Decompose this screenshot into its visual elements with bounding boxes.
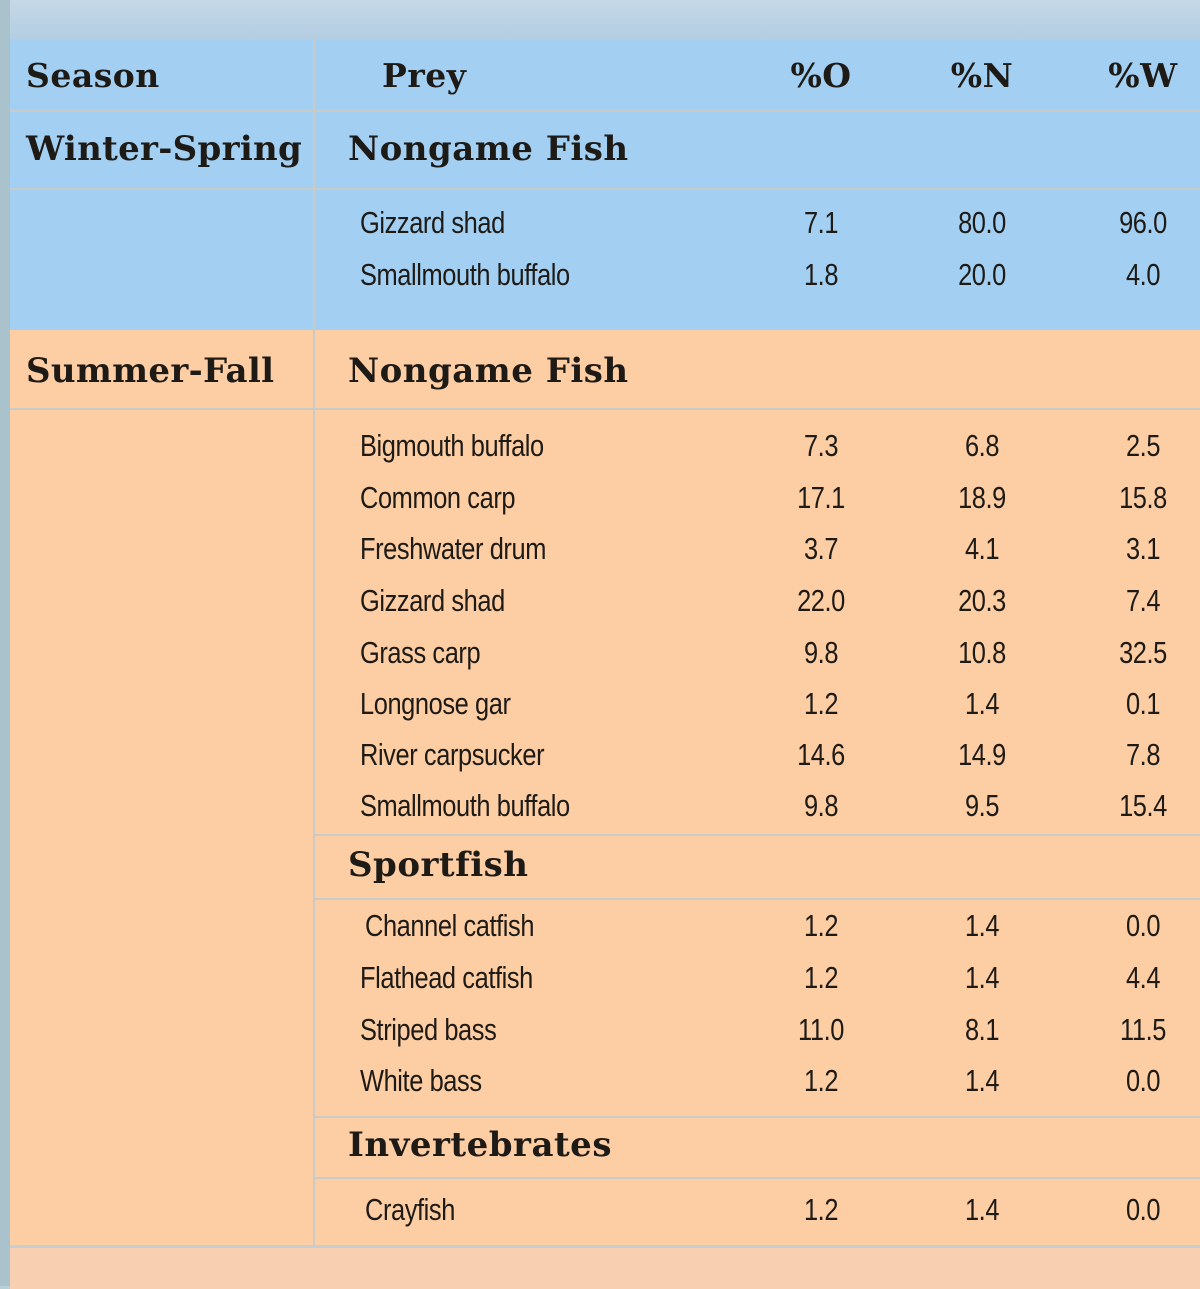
pct-weight: 4.0 — [1125, 257, 1161, 292]
season-label-summer-fall: Summer-Fall — [26, 351, 275, 391]
prey-name: Gizzard shad — [360, 583, 505, 618]
pct-number: 14.9 — [958, 737, 1006, 772]
prey-name: White bass — [360, 1063, 482, 1098]
prey-name: Crayfish — [365, 1192, 455, 1227]
pct-occurrence: 3.7 — [803, 531, 839, 566]
pct-number: 1.4 — [964, 908, 1000, 943]
group-label: Sportfish — [348, 845, 529, 885]
group-divider — [314, 834, 1200, 836]
table-row — [10, 531, 1200, 571]
pct-occurrence: 7.1 — [803, 205, 839, 240]
pct-weight: 7.8 — [1125, 737, 1161, 772]
pct-occurrence: 11.0 — [798, 1012, 844, 1047]
pct-weight: 7.4 — [1125, 583, 1161, 618]
column-divider — [313, 40, 315, 1245]
pct-number: 80.0 — [958, 205, 1006, 240]
table-row — [10, 1012, 1200, 1052]
summer-season-divider — [10, 408, 1200, 410]
table-row — [10, 908, 1200, 948]
prey-name: Channel catfish — [365, 908, 535, 943]
prey-table — [10, 40, 1200, 1245]
prey-name: Common carp — [360, 480, 516, 515]
table-row — [10, 1192, 1200, 1232]
pct-number: 4.1 — [964, 531, 1000, 566]
pct-number: 1.4 — [964, 686, 1000, 721]
pct-number: 1.4 — [964, 1192, 1000, 1227]
pct-occurrence: 1.8 — [803, 257, 839, 292]
table-row — [10, 480, 1200, 520]
pct-number: 8.1 — [964, 1012, 1000, 1047]
pct-occurrence: 1.2 — [803, 686, 839, 721]
header-season: Season — [26, 56, 160, 95]
header-pct-occurrence: %O — [790, 56, 852, 95]
group-label: Nongame Fish — [348, 129, 629, 169]
pct-number: 6.8 — [964, 428, 1000, 463]
prey-name: Gizzard shad — [360, 205, 505, 240]
pct-weight: 32.5 — [1119, 635, 1167, 670]
pct-weight: 0.0 — [1125, 1063, 1161, 1098]
table-row — [10, 428, 1200, 468]
pct-number: 1.4 — [964, 1063, 1000, 1098]
top-strip — [0, 0, 1200, 40]
pct-number: 1.4 — [964, 960, 1000, 995]
group-divider — [314, 1116, 1200, 1118]
header-pct-number: %N — [950, 56, 1014, 95]
pct-occurrence: 1.2 — [803, 960, 839, 995]
season-label-winter-spring: Winter-Spring — [26, 129, 303, 169]
group-label: Invertebrates — [348, 1125, 612, 1165]
winter-season-divider — [10, 188, 1200, 190]
pct-occurrence: 9.8 — [803, 635, 839, 670]
table-row — [10, 960, 1200, 1000]
pct-weight: 96.0 — [1119, 205, 1167, 240]
table-row — [10, 635, 1200, 675]
pct-occurrence: 22.0 — [797, 583, 845, 618]
group-label: Nongame Fish — [348, 351, 629, 391]
header-prey: Prey — [382, 56, 467, 95]
table-row — [10, 583, 1200, 623]
table-row — [10, 788, 1200, 828]
pct-occurrence: 7.3 — [803, 428, 839, 463]
pct-occurrence: 17.1 — [797, 480, 845, 515]
pct-number: 20.0 — [958, 257, 1006, 292]
pct-weight: 11.5 — [1120, 1012, 1166, 1047]
prey-name: Smallmouth buffalo — [360, 788, 570, 823]
pct-occurrence: 9.8 — [803, 788, 839, 823]
left-edge-strip — [0, 0, 10, 1286]
pct-weight: 0.0 — [1125, 908, 1161, 943]
prey-name: Grass carp — [360, 635, 481, 670]
table-row — [10, 737, 1200, 777]
pct-weight: 2.5 — [1125, 428, 1161, 463]
prey-name: Longnose gar — [360, 686, 511, 721]
pct-weight: 0.1 — [1125, 686, 1161, 721]
pct-occurrence: 1.2 — [803, 908, 839, 943]
pct-weight: 15.4 — [1119, 788, 1167, 823]
pct-number: 18.9 — [958, 480, 1006, 515]
pct-number: 9.5 — [964, 788, 1000, 823]
pct-weight: 15.8 — [1119, 480, 1167, 515]
table-row — [10, 1063, 1200, 1103]
table-row — [10, 257, 1200, 297]
header-row — [10, 40, 1200, 110]
pct-number: 20.3 — [958, 583, 1006, 618]
prey-name: Flathead catfish — [360, 960, 533, 995]
table-row — [10, 686, 1200, 726]
prey-name: Freshwater drum — [360, 531, 546, 566]
prey-name: River carpsucker — [360, 737, 545, 772]
prey-name: Striped bass — [360, 1012, 497, 1047]
bottom-strip — [10, 1245, 1200, 1289]
group-divider — [314, 1177, 1200, 1179]
pct-weight: 4.4 — [1125, 960, 1161, 995]
pct-occurrence: 1.2 — [803, 1063, 839, 1098]
prey-name: Smallmouth buffalo — [360, 257, 570, 292]
pct-occurrence: 1.2 — [803, 1192, 839, 1227]
table-row — [10, 205, 1200, 245]
header-pct-weight: %W — [1108, 56, 1178, 95]
pct-weight: 0.0 — [1125, 1192, 1161, 1227]
pct-occurrence: 14.6 — [797, 737, 845, 772]
prey-name: Bigmouth buffalo — [360, 428, 544, 463]
pct-weight: 3.1 — [1125, 531, 1161, 566]
pct-number: 10.8 — [958, 635, 1006, 670]
group-divider — [314, 898, 1200, 900]
